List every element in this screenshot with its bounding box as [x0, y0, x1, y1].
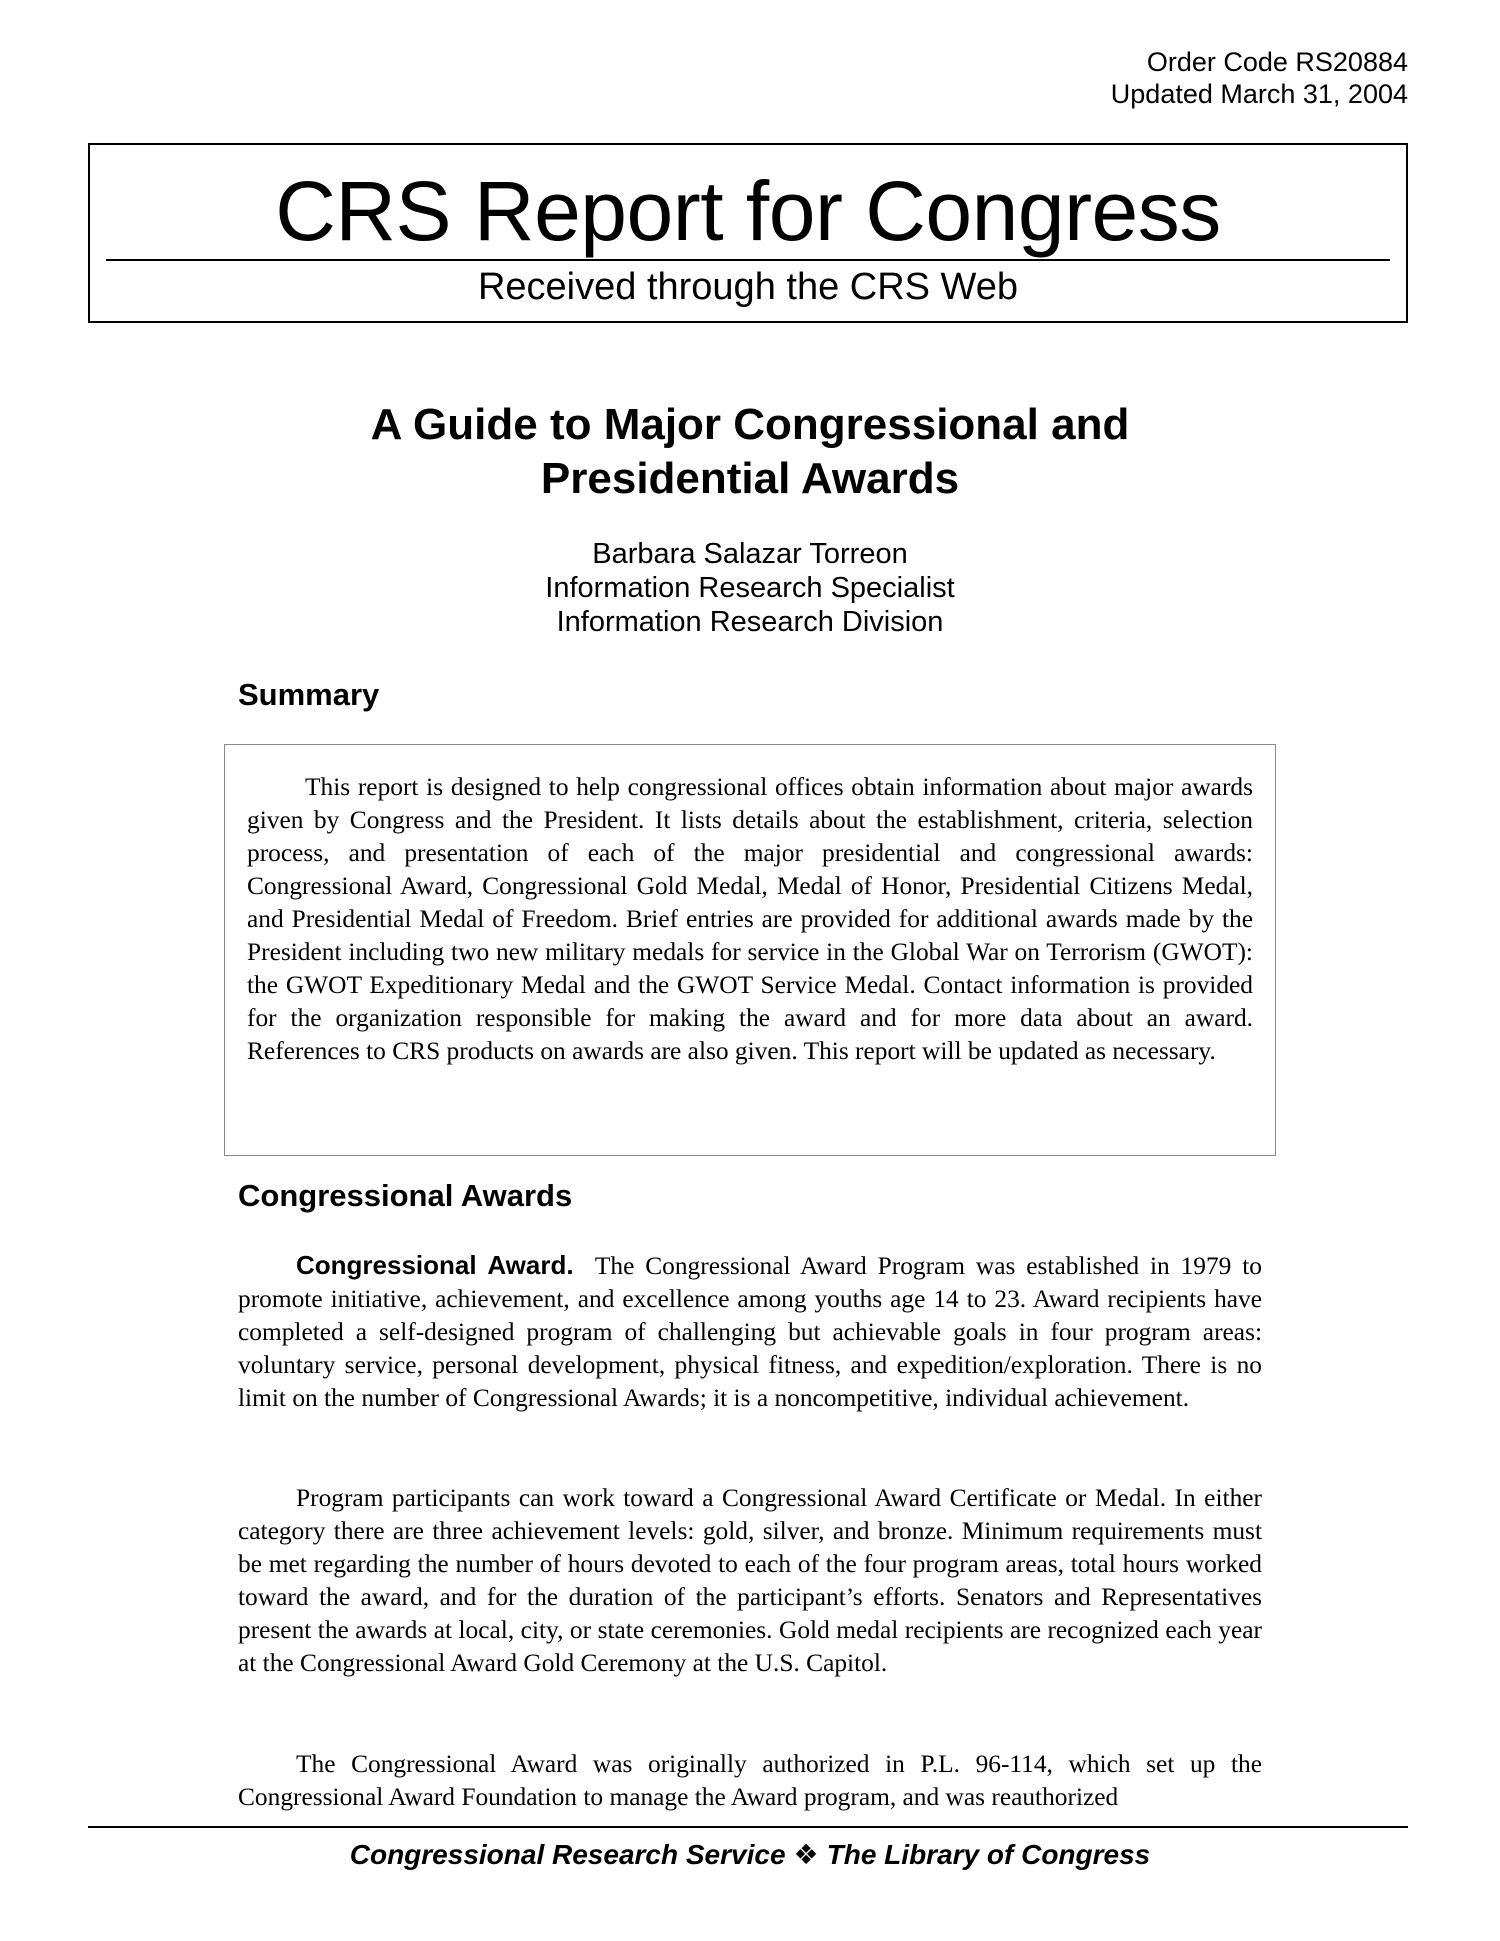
author-block [0, 537, 1500, 639]
paragraph-2: Program participants can work toward a Congressional Award Certificate or Medal. In either category there are three achievement levels: gold, silver, and bronze. Minimum requirements must be met regarding the number of hours devoted to each of the four program areas, total hours worked toward the award, and for the duration of the participant’s efforts. Senators and Representatives present the awards at local, city, or state ceremonies. Gold medal recipients are recognized each year at the Congressional Award Gold Ceremony at the U.S. Capitol. [238, 1484, 1262, 1677]
footer-divider [88, 1826, 1408, 1828]
banner-title: CRS Report for Congress [275, 164, 1221, 258]
author-division: Information Research Division [556, 606, 944, 638]
footer [0, 1838, 1500, 1872]
footer-left: Congressional Research Service [349, 1839, 786, 1870]
report-title-line-2: Presidential Awards [540, 454, 960, 503]
order-code-block [1111, 46, 1408, 110]
footer-right: The Library of Congress [826, 1839, 1151, 1870]
report-title-line-1: A Guide to Major Congressional and [370, 400, 1130, 449]
order-code: Order Code RS20884 [1146, 47, 1408, 77]
section-heading: Congressional Awards [238, 1178, 573, 1213]
paragraph-1-runin: Congressional Award. [296, 1250, 574, 1280]
footer-separator-icon: ❖ [793, 1839, 819, 1870]
paragraph-1-text: The Congressional Award Program was established in 1979 to promote initiative, achievement, and excellence among youths age 14 to 23. Award recipients have completed a self-designed program of challenging but achievable goals in four program areas: voluntary service, personal development, physical fitness, and expedition/exploration. There is no limit on the number of Congressional Awards; it is a noncompetitive, individual achievement. [238, 1252, 1262, 1412]
banner-divider [106, 259, 1390, 261]
author-name: Barbara Salazar Torreon [592, 538, 908, 570]
paragraph-1 [238, 1249, 1262, 1415]
author-title: Information Research Specialist [545, 572, 955, 604]
updated-date: Updated March 31, 2004 [1110, 79, 1408, 109]
report-title [0, 398, 1500, 506]
summary-text: This report is designed to help congressional offices obtain information about major awards given by Congress and the President. It lists details about the establishment, criteria, selection process, and presentation of each of the major presidential and congressional awards: Congressional Award, Congressional Gold Medal, Medal of Honor, Presidential Citizens Medal, and Presidential Medal of Freedom. Brief entries are provided for additional awards made by the President including two new military medals for service in the Global War on Terrorism (GWOT): the GWOT Expeditionary Medal and the GWOT Service Medal. Contact information is provided for the organization responsible for making the award and for more data about an award. References to CRS products on awards are also given. This report will be updated as necessary. [247, 773, 1253, 1065]
paragraph-3: The Congressional Award was originally authorized in P.L. 96-114, which set up the Congressional Award Foundation to manage the Award program, and was reauthorized [238, 1750, 1262, 1811]
report-banner [88, 143, 1408, 323]
summary-box [224, 744, 1276, 1156]
banner-subtitle: Received through the CRS Web [477, 266, 1019, 308]
summary-heading: Summary [238, 677, 380, 712]
